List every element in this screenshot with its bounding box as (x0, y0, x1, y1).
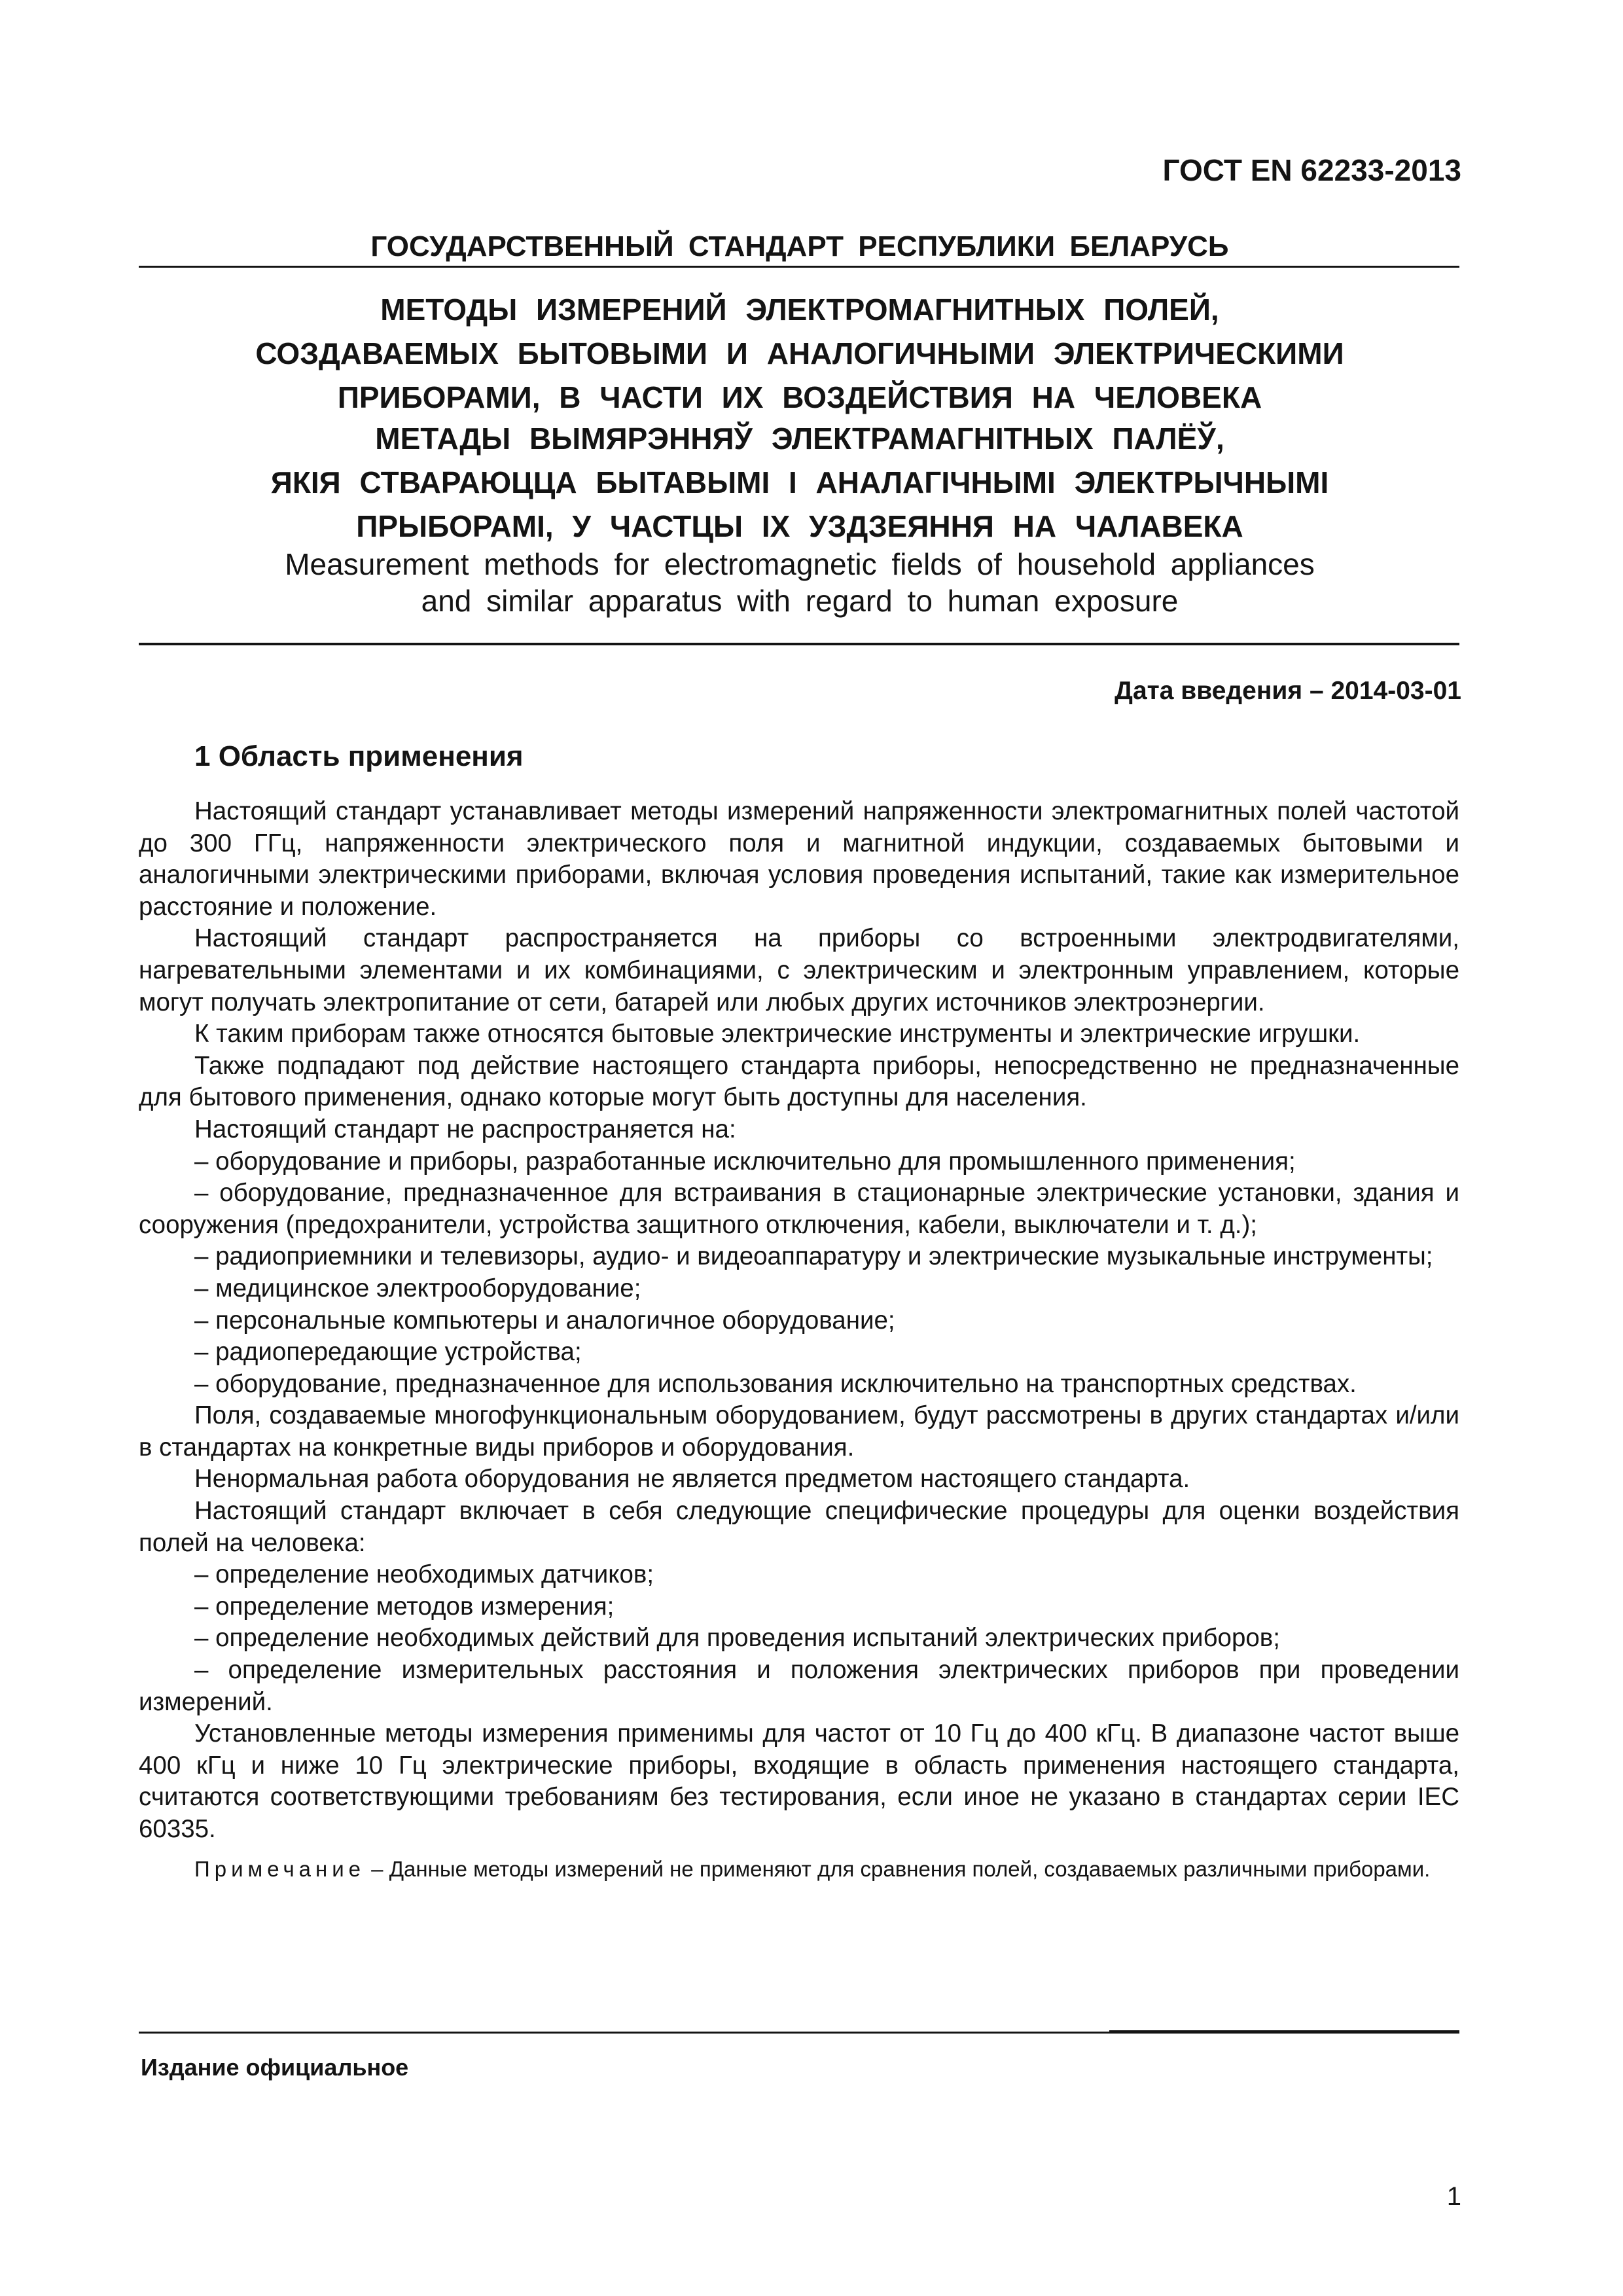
list-item: – медицинское электрооборудование; (194, 1274, 641, 1302)
title-en-line: Measurement methods for electromagnetic fields of household appliances (285, 547, 1315, 581)
paragraph: К таким приборам также относятся бытовые электрические инструменты и электрические игрушки. (194, 1020, 1361, 1049)
list-item: – радиопередающие устройства; (194, 1338, 582, 1367)
title-divider (139, 643, 1459, 645)
list-item: – оборудование и приборы, разработанные исключительно для промышленного применения; (194, 1147, 1296, 1175)
footer-divider (139, 2032, 1109, 2034)
section-body (139, 796, 1459, 1883)
introduction-date: Дата введения – 2014-03-01 (1115, 677, 1461, 705)
paragraph: Настоящий стандарт устанавливает методы измерений напряженности электромагнитных полей частотой до 300 ГГц, напряженности электрического поля и магнитной индукции, создаваемых бытовыми и аналогичными электрическими приборами, включая условия проведения испытаний, такие как измерительное расстояние и положение. (139, 797, 1459, 921)
paragraph: Настоящий стандарт распространяется на приборы со встроенными электродвигателями, нагревательными элементами и их комбинациями, с электрическим и электронным управлением, которые могут получать электропитание от сети, батарей или любых других источников электроэнергии. (139, 924, 1459, 1016)
note (139, 1855, 1459, 1883)
page-number: 1 (1446, 2182, 1461, 2211)
list-item: – определение измерительных расстояния и положения электрических приборов при проведении измерений. (139, 1656, 1459, 1716)
note-label: Примечание (194, 1856, 366, 1881)
title-by-line: ЯКІЯ СТВАРАЮЦЦА БЫТАВЫМІ І АНАЛАГІЧНЫМІ ЭЛЕКТРЫЧНЫМІ (270, 465, 1329, 499)
list-item: – персональные компьютеры и аналогичное оборудование; (194, 1306, 895, 1335)
paragraph: Установленные методы измерения применимы для частот от 10 Гц до 400 кГц. В диапазоне частот выше 400 кГц и ниже 10 Гц электрические приборы, входящие в область применения настоящего стандарта, считаются соответствующими требованиям без тестирования, если иное не указано в стандартах серии IEC 60335. (139, 1719, 1459, 1843)
title-belarusian (139, 417, 1461, 548)
paragraph: Настоящий стандарт включает в себя следующие специфические процедуры для оценки воздействия полей на человека: (139, 1497, 1459, 1557)
list-item: – радиоприемники и телевизоры, аудио- и видеоаппаратуру и электрические музыкальные инструменты; (194, 1242, 1433, 1271)
title-by-line: ПРЫБОРАМІ, У ЧАСТЦЫ ІХ УЗДЗЕЯННЯ НА ЧАЛАВЕКА (356, 509, 1243, 543)
paragraph: Ненормальная работа оборудования не является предметом настоящего стандарта. (194, 1465, 1190, 1494)
list-item: – определение методов измерения; (194, 1592, 615, 1621)
paragraph: Поля, создаваемые многофункциональным оборудованием, будут рассмотрены в других стандартах и/или в стандартах на конкретные виды приборов и оборудования. (139, 1401, 1459, 1462)
paragraph: Также подпадают под действие настоящего стандарта приборы, непосредственно не предназначенные для бытового применения, однако которые могут быть доступны для населения. (139, 1051, 1459, 1112)
note-text: – Данные методы измерений не применяют для сравнения полей, создаваемых различными приборами. (365, 1856, 1431, 1881)
title-ru-line: СОЗДАВАЕМЫХ БЫТОВЫМИ И АНАЛОГИЧНЫМИ ЭЛЕКТРИЧЕСКИМИ (255, 336, 1344, 370)
title-ru-line: МЕТОДЫ ИЗМЕРЕНИЙ ЭЛЕКТРОМАГНИТНЫХ ПОЛЕЙ, (380, 293, 1219, 327)
state-standard-title: ГОСУДАРСТВЕННЫЙ СТАНДАРТ РЕСПУБЛИКИ БЕЛАРУСЬ (370, 230, 1229, 262)
title-english (139, 546, 1461, 619)
list-item: – оборудование, предназначенное для встраивания в стационарные электрические установки, здания и сооружения (предохранители, устройства защитного отключения, кабели, выключатели и т. д.); (139, 1179, 1459, 1239)
title-ru-line: ПРИБОРАМИ, В ЧАСТИ ИХ ВОЗДЕЙСТВИЯ НА ЧЕЛОВЕКА (337, 380, 1262, 414)
title-en-line: and similar apparatus with regard to human exposure (421, 584, 1179, 618)
list-item: – определение необходимых датчиков; (194, 1560, 654, 1589)
section-heading: 1 Область применения (194, 740, 524, 772)
footer-divider-thick (1109, 2030, 1459, 2034)
title-russian (139, 288, 1461, 420)
document-code: ГОСТ EN 62233-2013 (1162, 153, 1461, 187)
title-by-line: МЕТАДЫ ВЫМЯРЭННЯЎ ЭЛЕКТРАМАГНІТНЫХ ПАЛЁЎ, (375, 422, 1224, 456)
paragraph: Настоящий стандарт не распространяется на: (194, 1115, 736, 1143)
list-item: – определение необходимых действий для проведения испытаний электрических приборов; (194, 1624, 1280, 1653)
header-divider (139, 266, 1459, 268)
official-edition-label: Издание официальное (141, 2054, 409, 2081)
list-item: – оборудование, предназначенное для использования исключительно на транспортных средствах. (194, 1369, 1357, 1398)
